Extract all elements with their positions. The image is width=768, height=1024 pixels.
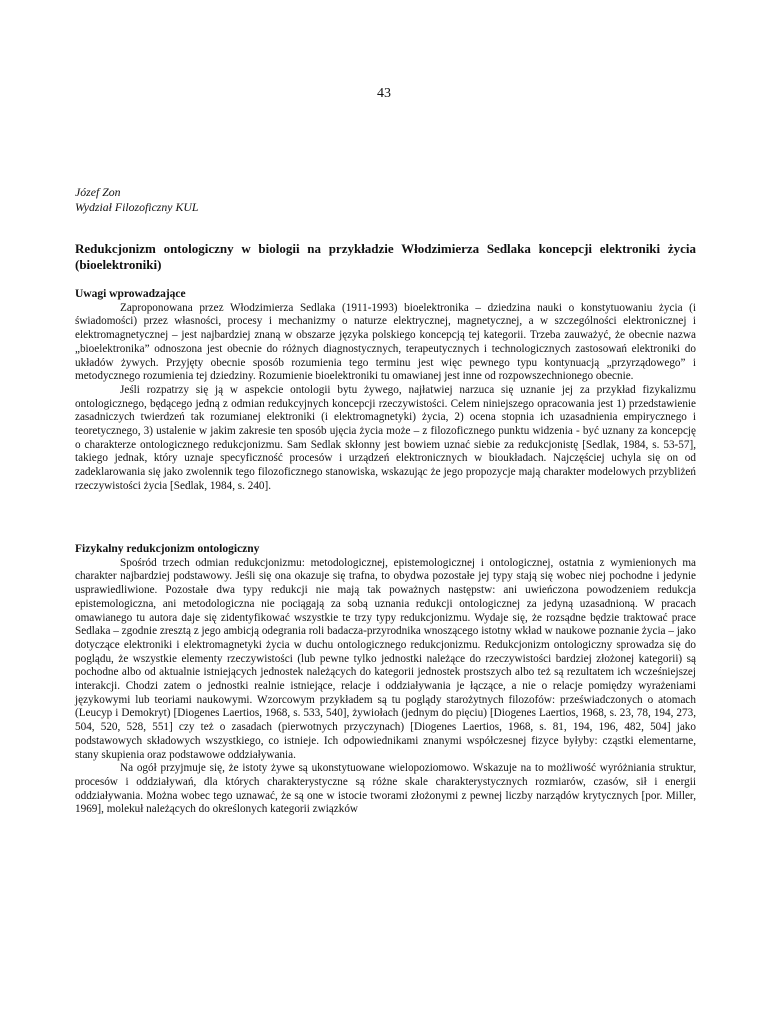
paragraph: Na ogół przyjmuje się, że istoty żywe są ukonstytuowane wielopoziomowo. Wskazuje na to możliwość wyróżniania struktur, procesów i oddziaływań, dla których charakterystyczne są różne skale charakterystycznych rozmiarów, czasów, sił i energii oddziaływania. Można wobec tego uznawać, że są one w istocie tworami złożonymi z pewnej liczby narządów krytycznych [por. Miller, 1969], molekuł należących do określonych kategorii związków bbox=[75, 762, 696, 816]
paragraph: Spośród trzech odmian redukcjonizmu: metodologicznej, epistemologicznej i ontologicznej, ostatnia z wymienionych ma charakter najbardziej podstawowy. Jeśli się ona okazuje się trafna, to obydwa pozostałe jej typy stają się wobec niej pochodne i jedynie usprawiedliwione. Pozostałe dwa typy redukcji nie mają tak poważnych następstw: ani uwieńczona powodzeniem redukcja epistemologiczna, ani metodologiczna nie pociągają za sobą uznania redukcji ontologicznej za jedyną uzasadnioną. W pracach omawianego tu autora daje się zidentyfikować wszystkie te trzy typy redukcjonizmu. Wydaje się, że rozsądne będzie traktować prace Sedlaka – zgodnie zresztą z jego ambicją odegrania roli badacza-przyrodnika wnoszącego istotny wkład w naukowe poznanie życia – jako dotyczące elektroniki i elektromagnetyki życia w duchu ontologicznego redukcjonizmu. Redukcjonizm ontologiczny sprowadza się do poglądu, że wszystkie elementy rzeczywistości (lub pewne tylko jednostki należące do rzeczywistości bardziej złożonej kategorii) są pochodne albo od aktualnie istniejących jednostek należących do kategorii jednostek prostszych albo też są rezultatem ich wcześniejszej interakcji. Chodzi zatem o jednostki realnie istniejące, relacje i oddziaływania je łączące, a nie o relacje pomiędzy wyrażeniami językowymi lub teoriami naukowymi. Wzorcowym przykładem są tu poglądy starożytnych filozofów: przeświadczonych o atomach (Leucyp i Demokryt) [Diogenes Laertios, 1968, s. 533, 540], żywiołach (jednym do pięciu) [Diogenes Laertios, 1968, s. 23, 78, 194, 273, 504, 520, 528, 551] czy też o zasadach (pierwotnych przyczynach) [Diogenes Laertios, 1968, s. 81, 194, 196, 482, 504] jako podstawowych składowych wszystkiego, co istnieje. Ich odpowiednikami znanymi współczesnej fizyce byłyby: cząstki elementarne, stany skupienia oraz podstawowe oddziaływania. bbox=[75, 556, 696, 761]
section-heading: Fizykalny redukcjonizm ontologiczny bbox=[75, 543, 260, 555]
article-title: Redukcjonizm ontologiczny w biologii na przykładzie Włodzimierza Sedlaka koncepcji elektroniki życia (bioelektroniki) bbox=[75, 241, 696, 272]
section-heading: Uwagi wprowadzające bbox=[75, 288, 186, 300]
paragraph: Zaproponowana przez Włodzimierza Sedlaka (1911-1993) bioelektronika – dziedzina nauki o konstytuowaniu życia (i świadomości) przez własności, procesy i mechanizmy o naturze elektrycznej, magnetycznej, a w szczególności elektronicznej i elektromagnetycznej – jest najbardziej znaną w obszarze języka polskiego koncepcją tej kategorii. Trzeba zauważyć, że obecnie nazwa „bioelektronika” odnoszona jest obecnie do różnych diagnostycznych, terapeutycznych i technologicznych zastosowań elektroniki do układów żywych. Przyjęty obecnie sposób rozumienia tego terminu jest więc pewnego typu kontynuacją „przyrządowego” i metodycznego rozumienia tej dziedziny. Rozumienie bioelektroniki tu omawianej jest inne od rozpowszechnionego obecnie. bbox=[75, 301, 696, 383]
page-number: 43 bbox=[377, 86, 391, 101]
author-affiliation: Wydział Filozoficzny KUL bbox=[75, 199, 199, 214]
paragraph: Jeśli rozpatrzy się ją w aspekcie ontologii bytu żywego, najłatwiej narzuca się uznanie jej za przykład fizykalizmu ontologicznego, będącego jedną z odmian redukcyjnych koncepcji rzeczywistości. Celem niniejszego opracowania jest 1) przedstawienie zasadniczych twierdzeń tak rozumianej elektroniki (i elektromagnetyki) życia, 2) ocena stopnia ich uzasadnienia empirycznego i teoretycznego, 3) ustalenie w jakim zakresie ten sposób ujęcia życia może – z filozoficznego punktu widzenia - być uznany za koncepcję o charakterze ontologicznego redukcjonizmu. Sam Sedlak skłonny jest bowiem uznać siebie za redukcjonistę [Sedlak, 1984, s. 53-57], takiego jednak, który uznaje specyficzność procesów i urządzeń elektronicznych w bioukładach. Najczęściej uchyla się on od zadeklarowania się jako zwolennik tego filozoficznego stanowiska, wskazując że jego propozycje mają charakter modelowych przybliżeń rzeczywistości życia [Sedlak, 1984, s. 240]. bbox=[75, 383, 696, 492]
section-introduction bbox=[75, 288, 696, 494]
author-block bbox=[75, 185, 695, 214]
section-physical-reductionism bbox=[75, 543, 696, 817]
author-name: Józef Zon bbox=[75, 185, 121, 199]
